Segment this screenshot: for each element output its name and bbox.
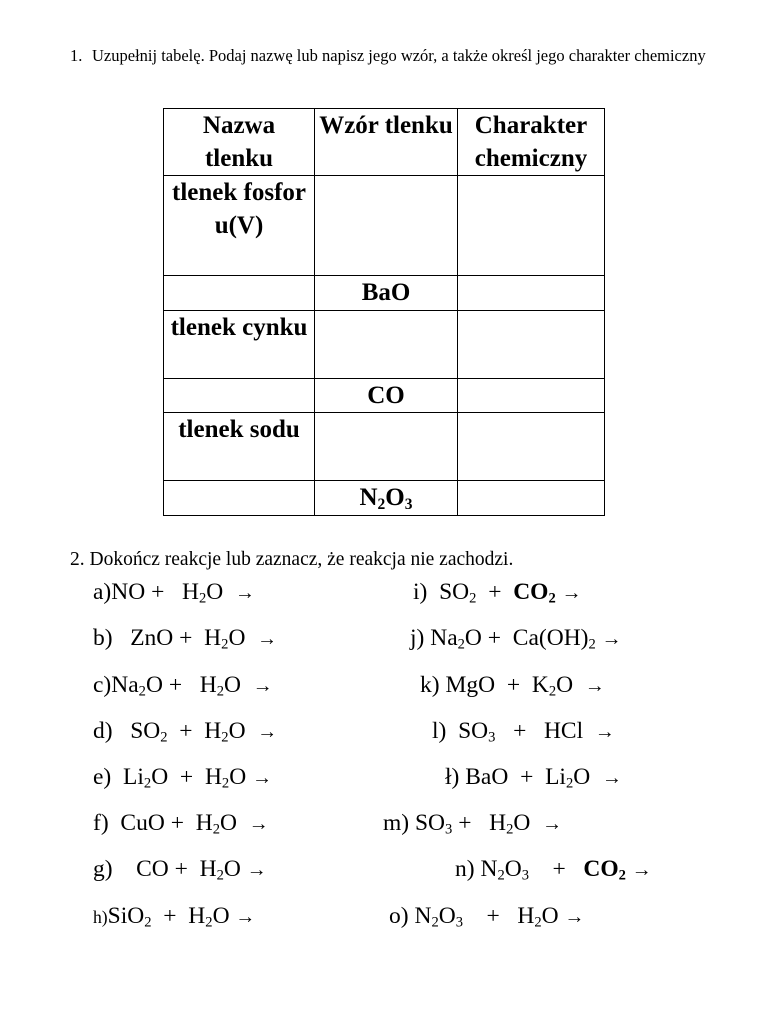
cell-character[interactable] bbox=[458, 413, 605, 481]
cell-name[interactable] bbox=[164, 481, 315, 516]
equation-label: n) bbox=[455, 856, 475, 882]
task-2-number: 2. bbox=[70, 549, 85, 570]
oxides-table bbox=[163, 108, 605, 516]
equation-text: $SO_2 + CO_2$ → bbox=[439, 579, 582, 607]
equation-text: $SiO_2 + H_2O$ → bbox=[107, 903, 256, 931]
cell-character[interactable] bbox=[458, 311, 605, 379]
equation-left-3 bbox=[93, 716, 277, 747]
equation-text: BaO + $Li_2O$ → bbox=[465, 764, 622, 792]
equation-label: f) bbox=[93, 810, 109, 836]
table-header-row bbox=[164, 109, 605, 176]
cell-formula: CO bbox=[315, 379, 458, 413]
equation-label: l) bbox=[432, 718, 447, 744]
equation-text: $N_2O_3$ + $H_2O$ → bbox=[414, 903, 585, 931]
cell-formula[interactable] bbox=[315, 176, 458, 276]
equation-right-1 bbox=[410, 623, 622, 654]
header-name: Nazwa tlenku bbox=[164, 109, 315, 176]
equation-label: o) bbox=[389, 903, 409, 929]
equation-label: d) bbox=[93, 718, 113, 744]
cell-character[interactable] bbox=[458, 176, 605, 276]
table-row bbox=[164, 276, 605, 311]
cell-name[interactable] bbox=[164, 379, 315, 413]
equation-left-0 bbox=[93, 577, 255, 608]
equation-label: k) bbox=[420, 672, 440, 698]
equation-label: c) bbox=[93, 672, 112, 698]
cell-formula[interactable] bbox=[315, 311, 458, 379]
cell-character[interactable] bbox=[458, 379, 605, 413]
equation-left-1 bbox=[93, 623, 277, 654]
equation-right-3 bbox=[432, 716, 615, 747]
equation-text: $Na_2O$ + $H_2O$ → bbox=[111, 672, 273, 700]
task-1-instruction: Uzupełnij tabelę. Podaj nazwę lub napisz jego wzór, a także określ jego charakter chemiczny bbox=[92, 46, 706, 65]
cell-name[interactable] bbox=[164, 276, 315, 311]
equation-text: $Li_2O + H_2O$ → bbox=[123, 764, 273, 792]
task-1 bbox=[70, 43, 720, 68]
equation-text: CuO + $H_2O$ → bbox=[120, 810, 269, 838]
equation-text: MgO + $K_2O$ → bbox=[445, 672, 605, 700]
cell-formula[interactable] bbox=[315, 413, 458, 481]
equation-text: $Na_2O + Ca(OH)_2$ → bbox=[430, 625, 622, 653]
task-1-number: 1. bbox=[70, 46, 83, 65]
equation-right-7 bbox=[389, 901, 584, 932]
equation-left-5 bbox=[93, 808, 269, 839]
equation-right-5 bbox=[383, 808, 562, 839]
equation-label: a) bbox=[93, 579, 112, 605]
task-2-instruction: Dokończ reakcje lub zaznacz, że reakcja nie zachodzi. bbox=[89, 549, 514, 570]
task-2 bbox=[70, 547, 513, 573]
table-row bbox=[164, 311, 605, 379]
equation-text: $N_2O_3$ + $CO_2$ → bbox=[480, 856, 652, 884]
cell-name: tlenek fosforu(V) bbox=[164, 176, 315, 276]
header-formula: Wzór tlenku bbox=[315, 109, 458, 176]
equation-text: $SO_2 + H_2O$ → bbox=[130, 718, 278, 746]
equation-right-6 bbox=[455, 854, 652, 885]
equation-right-2 bbox=[420, 670, 605, 701]
equation-left-7 bbox=[93, 901, 255, 932]
table-row bbox=[164, 413, 605, 481]
equation-left-6 bbox=[93, 854, 267, 885]
equation-label: j) bbox=[410, 625, 425, 651]
equation-label: e) bbox=[93, 764, 112, 790]
equation-left-4 bbox=[93, 762, 272, 793]
equation-text: CO + $H_2O$ → bbox=[136, 856, 267, 884]
cell-character[interactable] bbox=[458, 276, 605, 311]
equation-right-4 bbox=[445, 762, 622, 793]
equation-label: b) bbox=[93, 625, 113, 651]
table-row bbox=[164, 176, 605, 276]
cell-name: tlenek cynku bbox=[164, 311, 315, 379]
equation-label: i) bbox=[413, 579, 428, 605]
table-row bbox=[164, 379, 605, 413]
equation-text: $SO_3$ + HCl → bbox=[458, 718, 615, 746]
equation-right-0 bbox=[413, 577, 582, 608]
equation-label: ł) bbox=[445, 764, 460, 790]
equation-label: h) bbox=[93, 907, 108, 927]
equation-text: $SO_3$ + $H_2O$ → bbox=[414, 810, 563, 838]
equation-left-2 bbox=[93, 670, 273, 701]
cell-formula: BaO bbox=[315, 276, 458, 311]
cell-character[interactable] bbox=[458, 481, 605, 516]
table-row bbox=[164, 481, 605, 516]
header-character: Charakter chemiczny bbox=[458, 109, 605, 176]
cell-name: tlenek sodu bbox=[164, 413, 315, 481]
equation-text: ZnO + $H_2O$ → bbox=[130, 625, 278, 653]
equation-label: m) bbox=[383, 810, 410, 836]
equation-text: NO + $H_2O$ → bbox=[111, 579, 255, 607]
equation-label: g) bbox=[93, 856, 113, 882]
cell-formula: $N_2O_3$ bbox=[315, 481, 458, 516]
